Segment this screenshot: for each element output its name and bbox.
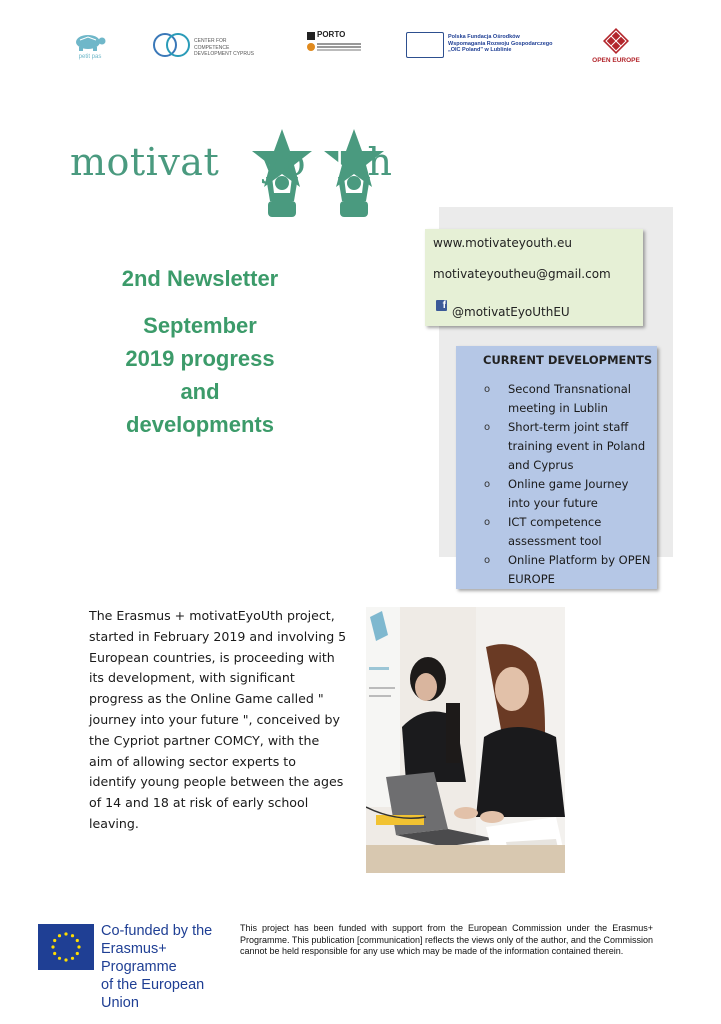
headline-line: 2019 progress [125,346,275,371]
bullet: o [484,517,491,528]
porto-title: PORTO [317,30,346,39]
developments-list [484,380,654,589]
petit-pas-logo [70,30,110,66]
brand-letter-e: E [225,139,255,184]
list-item [484,475,654,513]
open-europe-caption: OPEN EUROPE [592,57,640,64]
headline-line: September [143,313,257,338]
social-handle[interactable]: @motivatEyoUthEU [452,305,570,319]
list-item-text: Short-term joint staff training event in Poland and Cyprus [508,420,646,472]
partner-logos-row [0,22,721,72]
brand-part1: motivat [70,140,220,184]
funding-disclaimer: This project has been funded with support from the European Commission under the Erasmus+ Programme. This publication [communication] reflects the views only of the author, and the Commission cannot be held responsible for any use which may be made of the information contained therein. [240,923,653,956]
oic-poland-caption: Polska Fundacja Ośrodków Wspomagania Rozwoju Gospodarczego „OIC Poland" w Lublinie [448,34,553,53]
bullet: o [484,384,491,395]
ccdc-caption: CENTER FOR COMPETENCE DEVELOPMENT CYPRUS [194,38,254,57]
developments-title: CURRENT DEVELOPMENTS [483,353,653,367]
brand-wordmark [70,139,392,184]
brand-part3: th [351,140,393,184]
brand-letter-u: U [312,139,346,184]
students-photo [366,607,565,873]
open-europe-diamond-icon [603,28,629,54]
oic-poland-logo [406,32,556,62]
email-link[interactable]: motivateyoutheu@gmail.com [433,267,611,281]
list-item [484,380,654,418]
porto-orange-mark [307,43,315,51]
list-item-text: ICT competence assessment tool [508,515,602,548]
motivateyouth-logo [70,125,393,220]
list-item-text: Online Platform by OPEN EUROPE [508,553,651,586]
bullet: o [484,422,491,433]
headline-line: developments [126,412,274,437]
contact-box [425,229,643,326]
students-at-laptop-image [366,607,565,873]
headline [95,265,305,441]
oic-poland-mark [406,32,444,58]
eu-flag [38,924,94,970]
list-item [484,418,654,475]
turtle-icon [70,30,108,52]
porto-mark [307,32,315,40]
list-item-text: Second Transnational meeting in Lublin [508,382,631,415]
ccdc-logo [152,28,252,64]
porto-lines [317,43,361,45]
bullet: o [484,479,491,490]
ccdc-circles-icon [152,30,192,60]
porto-logo [307,32,367,62]
petit-pas-caption: petit pas [78,54,102,60]
eu-stars-icon [38,924,94,970]
bullet: o [484,555,491,566]
list-item-text: Online game Journey into your future [508,477,629,510]
list-item [484,551,654,589]
facebook-icon: f [436,300,447,311]
website-link[interactable]: www.motivateyouth.eu [433,236,572,250]
list-item [484,513,654,551]
open-europe-logo [586,28,646,66]
current-developments-box [456,346,657,589]
brand-part2: yo [260,140,307,184]
newsletter-title: 2nd Newsletter [121,266,279,291]
headline-line: and [180,379,220,404]
intro-paragraph: The Erasmus + motivatEyoUth project, started in February 2019 and involving 5 European countries, is proceeding with its development, with significant progress as the Online Game called " journey into your future ", conceived by the Cypriot partner COMCY, with the aim of allowing sector experts to identify young people between the ages of 14 and 18 at risk of early school leaving. [89,608,347,831]
eu-cofunded-text: Co-funded by the Erasmus+ Programme of the European Union [101,923,213,1011]
